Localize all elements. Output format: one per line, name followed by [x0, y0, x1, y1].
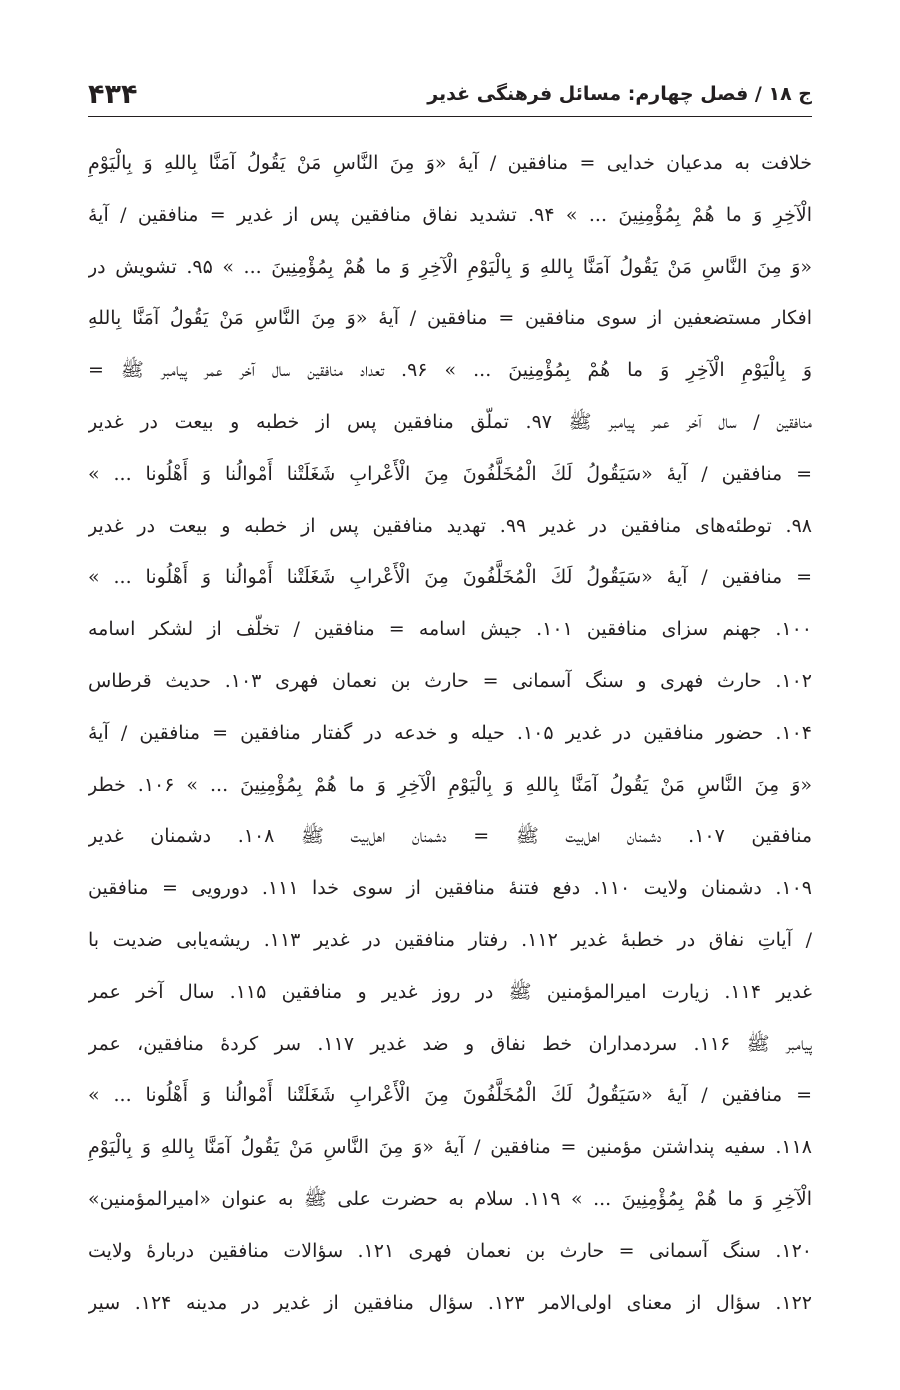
body-text	[88, 138, 812, 1329]
text-line: ۱۰۴. حضور منافقین در غدیر ۱۰۵. حیله و خدعه در گفتار منافقین = منافقین / آیهٔ	[88, 721, 812, 744]
text-line: ۱۰۹. دشمنان ولایت ۱۱۰. دفع فتنهٔ منافقین از سوی خدا ۱۱۱. دورویی = منافقین	[88, 877, 812, 900]
running-head: ج ۱۸ / فصل چهارم: مسائل فرهنگی غدیر	[427, 83, 812, 105]
page-number: ۴۳۴	[88, 79, 138, 110]
text-line: «وَ مِنَ النَّاسِ مَنْ يَقُولُ آمَنَّا بِاللهِ وَ بِالْيَوْمِ الْآخِرِ وَ ما هُمْ بِمُؤْمِنِينَ ... » ۱۰۶. خطر	[88, 773, 812, 796]
text-line: وَ بِالْيَوْمِ الْآخِرِ وَ ما هُمْ بِمُؤْمِنِينَ ... » ۹۶. تعداد منافقین سال آخر عمر پیامبر ﷺ =	[88, 359, 812, 382]
text-line: افکار مستضعفین از سوی منافقین = منافقین / آیهٔ «وَ مِنَ النَّاسِ مَنْ يَقُولُ آمَنَّا بِاللهِ	[88, 307, 812, 330]
text-line: منافقین ۱۰۷. دشمنان اهل‌بیت ﷺ = دشمنان اهل‌بیت ﷺ ۱۰۸. دشمنان غدیر	[88, 825, 812, 848]
text-line: ۹۸. توطئه‌های منافقین در غدیر ۹۹. تهدید منافقین پس از خطبه و بیعت در غدیر	[88, 514, 812, 537]
text-line: ۱۱۸. سفیه پنداشتن مؤمنین = منافقین / آیهٔ «وَ مِنَ النَّاسِ مَنْ يَقُولُ آمَنَّا بِاللهِ وَ بِالْيَوْمِ	[88, 1136, 812, 1159]
text-line: = منافقین / آیهٔ «سَيَقُولُ لَكَ الْمُخَلَّفُونَ مِنَ الْأَعْرابِ شَغَلَتْنا أَمْوالُنا وَ أَهْلُونا ... »	[88, 566, 812, 589]
text-line: / آیاتِ نفاق در خطبهٔ غدیر ۱۱۲. رفتار منافقین در غدیر ۱۱۳. ریشه‌یابی ضدیت با	[88, 928, 812, 951]
text-line: ۱۰۰. جهنم سزای منافقین ۱۰۱. جیش اسامه = منافقین / تخلّف از لشکر اسامه	[88, 618, 812, 641]
text-line: الْآخِرِ وَ ما هُمْ بِمُؤْمِنِينَ ... » ۱۱۹. سلام به حضرت علی ﷺ به عنوان «امیرالمؤمنین»	[88, 1187, 812, 1210]
text-line: = منافقین / آیهٔ «سَيَقُولُ لَكَ الْمُخَلَّفُونَ مِنَ الْأَعْرابِ شَغَلَتْنا أَمْوالُنا وَ أَهْلُونا ... »	[88, 462, 812, 485]
header-rule	[88, 116, 812, 117]
text-line: «وَ مِنَ النَّاسِ مَنْ يَقُولُ آمَنَّا بِاللهِ وَ بِالْيَوْمِ الْآخِرِ وَ ما هُمْ بِمُؤْمِنِينَ ... » ۹۵. تشویش در	[88, 255, 812, 278]
text-line: الْآخِرِ وَ ما هُمْ بِمُؤْمِنِينَ ... » ۹۴. تشدید نفاق منافقین پس از غدیر = منافقین / آیهٔ	[88, 203, 812, 226]
text-line: ۱۰۲. حارث فهری و سنگ آسمانی = حارث بن نعمان فهری ۱۰۳. حدیث قرطاس	[88, 669, 812, 692]
text-line: منافقین / سال آخر عمر پیامبر ﷺ ۹۷. تملّق منافقین پس از خطبه و بیعت در غدیر	[88, 410, 812, 433]
text-line: = منافقین / آیهٔ «سَيَقُولُ لَكَ الْمُخَلَّفُونَ مِنَ الْأَعْرابِ شَغَلَتْنا أَمْوالُنا وَ أَهْلُونا ... »	[88, 1084, 812, 1107]
text-line: خلافت به مدعیان خدایی = منافقین / آیهٔ «وَ مِنَ النَّاسِ مَنْ يَقُولُ آمَنَّا بِاللهِ وَ بِالْيَوْمِ	[88, 152, 812, 174]
text-line: غدیر ۱۱۴. زیارت امیرالمؤمنین ﷺ در روز غدیر و منافقین ۱۱۵. سال آخر عمر	[88, 980, 812, 1003]
text-line: ۱۲۲. سؤال از معنای اولی‌الامر ۱۲۳. سؤال منافقین از غدیر در مدینه ۱۲۴. سیر	[88, 1291, 812, 1314]
text-line: ۱۲۰. سنگ آسمانی = حارث بن نعمان فهری ۱۲۱. سؤالات منافقین دربارهٔ ولایت	[88, 1239, 812, 1262]
page-header	[88, 68, 812, 112]
text-line: پیامبر ﷺ ۱۱۶. سردمداران خط نفاق و ضد غدیر ۱۱۷. سر کردهٔ منافقین، عمر	[88, 1032, 812, 1055]
